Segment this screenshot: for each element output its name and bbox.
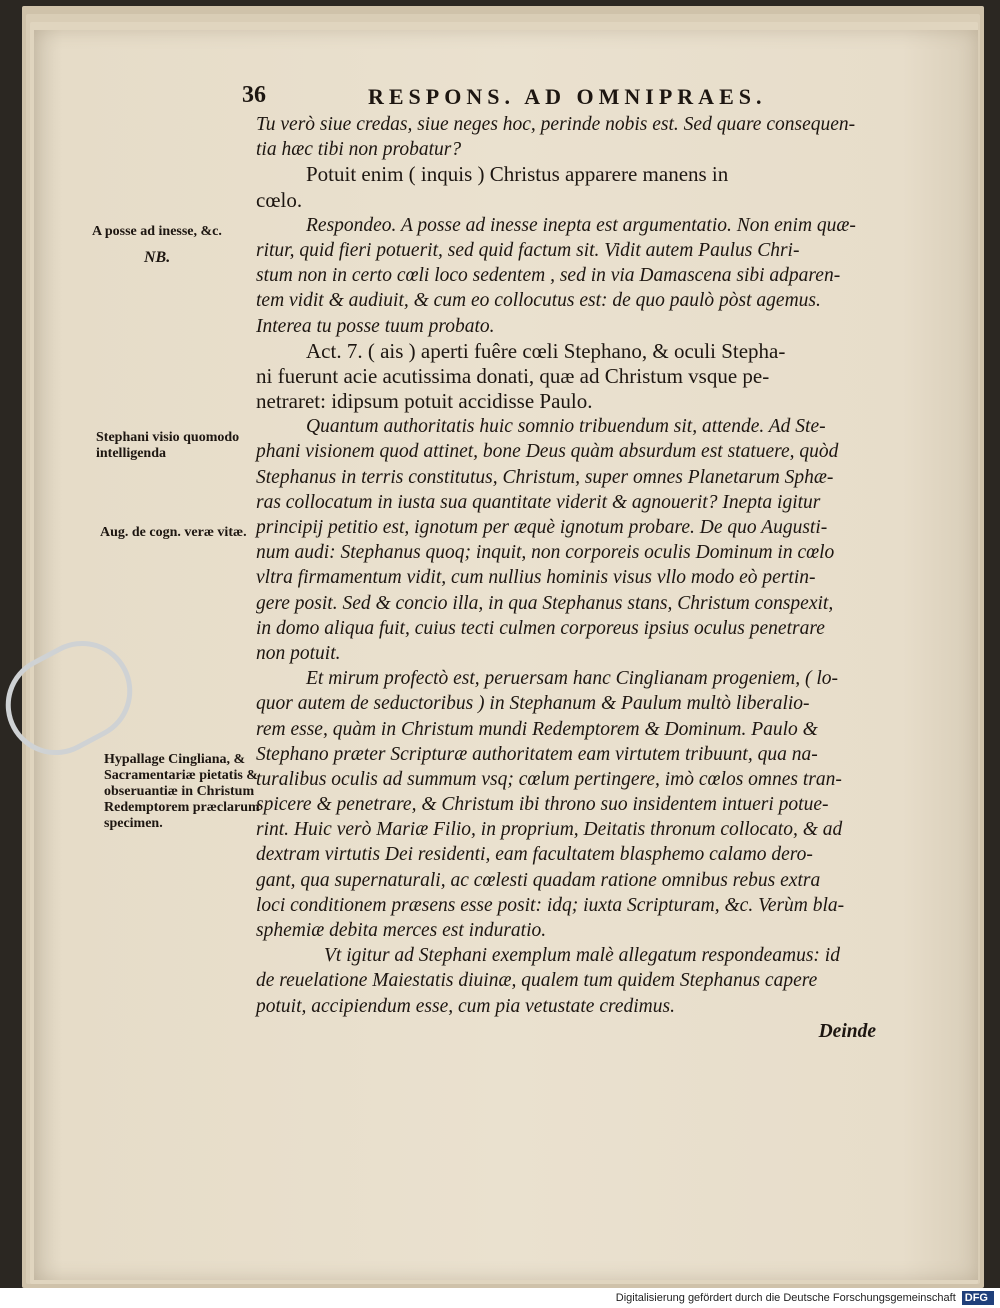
text-line: cœlo. (256, 187, 303, 212)
dfg-logo: DFG (962, 1291, 994, 1305)
text-line: non potuit. (256, 642, 341, 664)
text-line: Interea tu posse tuum probato. (256, 315, 495, 337)
text-line: netraret: idipsum potuit accidisse Paulo. (256, 389, 593, 414)
text-line: tem vidit & audiuit, & cum eo collocutus est: de quo paulò pòst agemus. (256, 290, 821, 312)
text-line: gere posit. Sed & concio illa, in qua Stephanus stans, Christum conspexit, (256, 592, 834, 614)
text-line: ni fuerunt acie acutissima donati, quæ ad Christum vsque pe- (256, 363, 770, 388)
text-line: in domo aliqua fuit, cuius tecti culmen corporeus ipsius oculus penetrare (256, 617, 825, 639)
text-line: gant, qua supernaturali, ac cœlesti quadam ratione omnibus rebus extra (256, 869, 821, 891)
catchword: Deinde (818, 1020, 876, 1042)
digitization-footer (0, 1288, 1000, 1308)
page-number: 36 (242, 82, 266, 108)
text-line: rem esse, quàm in Christum mundi Redemptorem & Dominum. Paulo & (256, 718, 818, 740)
text-line: ritur, quid fieri potuerit, sed quid factum sit. Vidit autem Paulus Chri- (256, 239, 800, 261)
text-line: num audi: Stephanus quoq; inquit, non corporeis oculis Dominum in cœlo (256, 542, 835, 564)
text-line: principij petitio est, ignotum per æquè ignotum probare. De quo Augusti- (256, 517, 828, 538)
margin-note: Stephani visio quomodo intelligenda (96, 430, 240, 461)
text-line: spicere & penetrare, & Christum ibi throno suo insidentem intueri potue- (256, 794, 829, 816)
text-line: turalibus oculis ad summum vsq; cœlum pertingere, imò cœlos omnes tran- (256, 768, 842, 790)
text-line: Quantum authoritatis huic somnio tribuendum sit, attende. Ad Ste- (306, 416, 826, 438)
text-line: quor autem de seductoribus ) in Stephanum & Paulum multò liberalio- (256, 693, 810, 715)
running-head: RESPONS. AD OMNIPRAES. (368, 84, 767, 109)
text-line: Stephano præter Scripturæ authoritatem eam virtutem tribuunt, qua na- (256, 743, 818, 765)
text-line: ras collocatum in iusta sua quantitate viderit & agnouerit? Inepta igitur (256, 491, 821, 513)
text-line: de reuelatione Maiestatis diuinæ, qualem tum quidem Stephanus capere (256, 970, 818, 992)
text-line: vltra firmamentum vidit, cum nullius hominis visus vllo modo eò pertin- (256, 567, 816, 589)
text-line: Potuit enim ( inquis ) Christus apparere manens in (306, 162, 729, 187)
text-line: Stephanus in terris constitutus, Christum, super omnes Planetarum Sphæ- (256, 466, 834, 488)
text-line: Act. 7. ( ais ) aperti fuêre cœli Stephano, & oculi Stepha- (306, 338, 786, 363)
text-line: potuit, accipiendum esse, cum pia vetustate credimus. (256, 995, 675, 1017)
margin-note: NB. (144, 249, 171, 266)
page-header (242, 82, 802, 108)
margin-note: Hypallage Cingliana, & Sacramentariæ pietatis & obseruantiæ in Christum Redemptorem præclarum specimen. (104, 752, 260, 831)
text-line: stum non in certo cœli loco sedentem , sed in via Damascena sibi adparen- (256, 265, 841, 287)
text-line: rint. Huic verò Mariæ Filio, in proprium, Deitatis thronum collocato, & ad (256, 819, 843, 841)
text-line: Vt igitur ad Stephani exemplum malè allegatum respondeamus: id (324, 945, 840, 967)
margin-note: Aug. de cogn. veræ vitæ. (100, 525, 247, 540)
text-line: sphemiæ debita merces est induratio. (256, 920, 547, 941)
text-line: dextram virtutis Dei residenti, eam facultatem blasphemo calamo dero- (256, 844, 813, 866)
footer-text: Digitalisierung gefördert durch die Deutsche Forschungsgemeinschaft (615, 1292, 956, 1304)
margin-note: A posse ad inesse, &c. (92, 224, 222, 239)
text-line: Et mirum profectò est, peruersam hanc Cinglianam progeniem, ( lo- (306, 668, 839, 690)
body-text (256, 112, 876, 1044)
text-line: tia hæc tibi non probatur? (256, 139, 462, 161)
text-line: Tu verò siue credas, siue neges hoc, perinde nobis est. Sed quare consequen- (256, 114, 856, 135)
text-line: Respondeo. A posse ad inesse inepta est argumentatio. Non enim quæ- (306, 214, 856, 236)
text-line: loci conditionem præsens esse posit: idq; iuxta Scripturam, &c. Verùm bla- (256, 894, 845, 916)
text-line: phani visionem quod attinet, bone Deus quàm absurdum est statuere, quòd (256, 441, 839, 463)
